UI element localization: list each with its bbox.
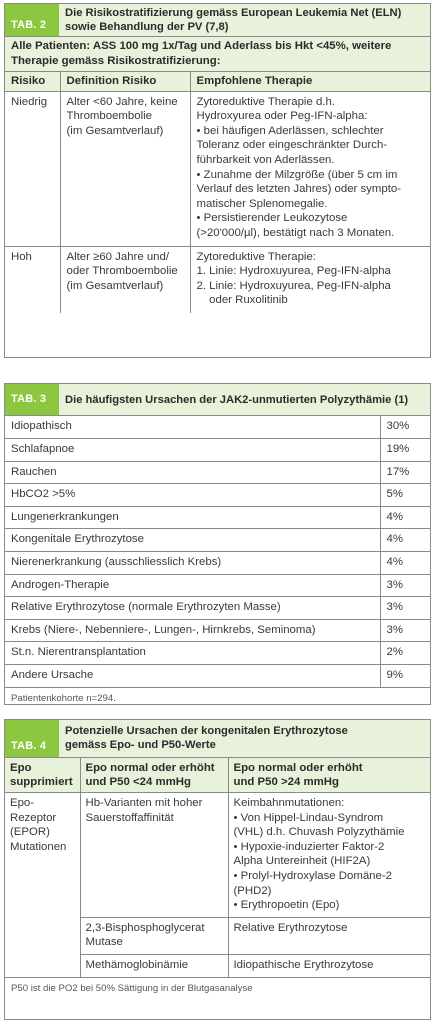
column-header bbox=[228, 758, 430, 793]
cell-line: 1. Linie: Hydroxuyurea, Peg-IFN-alpha bbox=[196, 265, 391, 278]
cell-line: • Von Hippel-Lindau-Syndrom bbox=[233, 811, 384, 824]
cell-line: oder Thromboembolie bbox=[66, 265, 178, 278]
percent-cell: 4% bbox=[380, 529, 430, 552]
cause-cell: Andere Ursache bbox=[5, 664, 380, 687]
cell-line: Hydroxyurea oder Peg-IFN-alpha: bbox=[196, 110, 368, 123]
all-patients-line: Alle Patienten: ASS 100 mg 1x/Tag und Aderlass bis Hkt <45%, weitere bbox=[11, 40, 392, 52]
table-row bbox=[5, 574, 430, 597]
table-2-title-line: sowie Behandlung der PV (7,8) bbox=[65, 21, 229, 33]
risk-cell: Niedrig bbox=[5, 91, 60, 246]
header-line: Epo normal oder erhöht bbox=[85, 762, 215, 774]
congenital-table-head bbox=[5, 758, 430, 793]
cell-line: • Zunahme der Milzgröße (über 5 cm im bbox=[196, 168, 398, 181]
header-line: supprimiert bbox=[10, 776, 73, 788]
table-row bbox=[5, 484, 430, 507]
table-2 bbox=[4, 3, 431, 358]
cell-line: Mutase bbox=[85, 936, 123, 949]
p50-low-cell: Methämoglobinämie bbox=[80, 954, 228, 977]
all-patients-note bbox=[5, 37, 430, 72]
table-4-title bbox=[59, 720, 430, 757]
risk-cell: Hoh bbox=[5, 246, 60, 313]
cell-line: (>20'000/µl), bestätigt nach 3 Monaten. bbox=[196, 226, 395, 239]
p50-high-cell: Relative Erythrozytose bbox=[228, 917, 430, 954]
column-header: Empfohlene Therapie bbox=[190, 72, 430, 91]
cell-line: (im Gesamtverlauf) bbox=[66, 279, 164, 292]
table-3-footnote: Patientenkohorte n=294. bbox=[11, 692, 116, 704]
risk-table bbox=[5, 72, 430, 313]
table-row bbox=[5, 461, 430, 484]
p50-low-cell bbox=[80, 793, 228, 918]
cell-line: Mutationen bbox=[10, 840, 67, 853]
therapy-cell bbox=[190, 246, 430, 313]
definition-cell bbox=[60, 246, 190, 313]
cause-cell: Rauchen bbox=[5, 461, 380, 484]
risk-table-head bbox=[5, 72, 430, 91]
cell-line: 2,3-Bisphosphoglycerat bbox=[85, 921, 205, 934]
cell-line: Epo-Rezeptor bbox=[10, 797, 57, 824]
table-3-tag: TAB. 3 bbox=[5, 384, 59, 415]
table-3-title: Die häufigsten Ursachen der JAK2-unmutierten Polyzythämie (1) bbox=[59, 384, 430, 415]
table-4-tag: TAB. 4 bbox=[5, 720, 59, 757]
table-4-footnote: P50 ist die PO2 bei 50% Sättigung in der Blutgasanalyse bbox=[11, 982, 253, 994]
cell-line: • bei häufigen Aderlässen, schlechter bbox=[196, 124, 384, 137]
table-row bbox=[5, 246, 430, 313]
p50-high-cell bbox=[228, 793, 430, 918]
column-header: Definition Risiko bbox=[60, 72, 190, 91]
table-row bbox=[5, 642, 430, 665]
table-row bbox=[5, 91, 430, 246]
cell-line: Sauerstoffaffinität bbox=[85, 811, 174, 824]
percent-cell: 2% bbox=[380, 642, 430, 665]
cell-line: (EPOR) bbox=[10, 826, 50, 839]
cell-line: • Erythropoetin (Epo) bbox=[233, 899, 340, 912]
cell-line: 2. Linie: Hydroxuyurea, Peg-IFN-alpha bbox=[196, 279, 391, 292]
cell-line: Zytoreduktive Therapie: bbox=[196, 250, 316, 263]
cause-cell: HbCO2 >5% bbox=[5, 484, 380, 507]
cell-line: Alter <60 Jahre, keine bbox=[66, 95, 178, 108]
percent-cell: 5% bbox=[380, 484, 430, 507]
percent-cell: 19% bbox=[380, 439, 430, 462]
table-footnote-row bbox=[5, 687, 430, 710]
table-4 bbox=[4, 719, 431, 1020]
cause-cell: Idiopathisch bbox=[5, 416, 380, 439]
cause-cell: Lungenerkrankungen bbox=[5, 506, 380, 529]
cell-line: • Persistierender Leukozytose bbox=[196, 212, 348, 225]
column-header: Risiko bbox=[5, 72, 60, 91]
table-row bbox=[5, 664, 430, 687]
header-line: Epo bbox=[10, 762, 32, 774]
cause-cell: Kongenitale Erythrozytose bbox=[5, 529, 380, 552]
all-patients-line: Therapie gemäss Risikostratifizierung: bbox=[11, 54, 221, 67]
table-row bbox=[5, 619, 430, 642]
table-4-title-line: gemäss Epo- und P50-Werte bbox=[65, 739, 216, 751]
cell-line: Toleranz oder eingeschränkter Durch- bbox=[196, 139, 388, 152]
cause-cell: Schlafapnoe bbox=[5, 439, 380, 462]
cell-line: Hb-Varianten mit hoher bbox=[85, 797, 203, 809]
cause-cell: St.n. Nierentransplantation bbox=[5, 642, 380, 665]
percent-cell: 3% bbox=[380, 619, 430, 642]
causes-table bbox=[5, 416, 430, 710]
therapy-cell bbox=[190, 91, 430, 246]
table-row bbox=[5, 597, 430, 620]
table-2-title-line: Die Risikostratifizierung gemäss European Leukemia Net (ELN) bbox=[65, 7, 402, 19]
cell-line: oder Ruxolitinib bbox=[196, 294, 288, 307]
percent-cell: 3% bbox=[380, 597, 430, 620]
table-4-title-line: Potenzielle Ursachen der kongenitalen Erythrozytose bbox=[65, 725, 348, 737]
cell-line: matischer Splenomegalie. bbox=[196, 197, 328, 210]
cause-cell: Androgen-Therapie bbox=[5, 574, 380, 597]
cause-cell: Relative Erythrozytose (normale Erythrozyten Masse) bbox=[5, 597, 380, 620]
percent-cell: 30% bbox=[380, 416, 430, 439]
cell-line: Zytoreduktive Therapie d.h. bbox=[196, 95, 335, 108]
percent-cell: 4% bbox=[380, 506, 430, 529]
p50-high-cell: Idiopathische Erythrozytose bbox=[228, 954, 430, 977]
definition-cell bbox=[60, 91, 190, 246]
table-2-tag: TAB. 2 bbox=[5, 4, 59, 36]
column-header bbox=[5, 758, 80, 793]
header-line: Epo normal oder erhöht bbox=[233, 762, 363, 774]
cell-line: führbarkeit von Aderlässen. bbox=[196, 153, 335, 166]
percent-cell: 9% bbox=[380, 664, 430, 687]
table-row bbox=[5, 551, 430, 574]
congenital-table bbox=[5, 758, 430, 978]
cell-line: Alter ≥60 Jahre und/ bbox=[66, 250, 169, 263]
header-line: und P50 <24 mmHg bbox=[85, 776, 191, 788]
table-3-header bbox=[5, 384, 430, 416]
header-line: und P50 >24 mmHg bbox=[233, 776, 339, 788]
cell-line: Keimbahnmutationen: bbox=[233, 797, 345, 809]
cell-line: Thromboembolie bbox=[66, 110, 152, 123]
cell-line: • Prolyl-Hydroxylase Domäne-2 bbox=[233, 869, 392, 882]
table-4-header bbox=[5, 720, 430, 758]
epo-suppressed-cell bbox=[5, 793, 80, 978]
column-header bbox=[80, 758, 228, 793]
cell-line: (VHL) d.h. Chuvash Polyzythämie bbox=[233, 826, 405, 839]
table-row bbox=[5, 793, 430, 918]
cause-cell: Nierenerkrankung (ausschliesslich Krebs) bbox=[5, 551, 380, 574]
table-row bbox=[5, 439, 430, 462]
cell-line: (PHD2) bbox=[233, 884, 272, 897]
cell-line: Alpha Untereinheit (HIF2A) bbox=[233, 855, 371, 868]
table-row bbox=[5, 506, 430, 529]
p50-low-cell bbox=[80, 917, 228, 954]
cell-line: (im Gesamtverlauf) bbox=[66, 124, 164, 137]
table-2-title bbox=[59, 4, 430, 36]
table-2-header bbox=[5, 4, 430, 37]
cause-cell: Krebs (Niere-, Nebenniere-, Lungen-, Hirnkrebs, Seminoma) bbox=[5, 619, 380, 642]
table-row bbox=[5, 529, 430, 552]
cell-line: Verlauf des letzten Jahres) oder sympto- bbox=[196, 183, 401, 196]
table-row bbox=[5, 416, 430, 439]
percent-cell: 4% bbox=[380, 551, 430, 574]
percent-cell: 3% bbox=[380, 574, 430, 597]
percent-cell: 17% bbox=[380, 461, 430, 484]
cell-line: • Hypoxie-induzierter Faktor-2 bbox=[233, 840, 385, 853]
table-3 bbox=[4, 383, 431, 705]
